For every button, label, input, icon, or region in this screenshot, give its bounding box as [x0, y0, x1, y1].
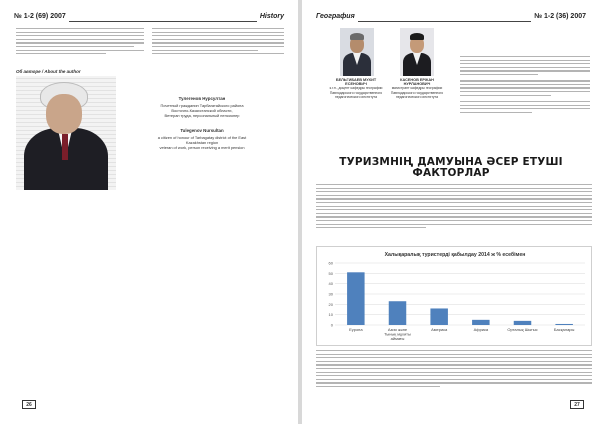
abstract-block	[460, 56, 590, 118]
portrait-photo	[16, 76, 116, 190]
right-page-header	[313, 12, 589, 22]
article-title	[302, 157, 600, 179]
y-tick-label: 30	[328, 291, 333, 297]
x-tick-label: Орталық Шығыс	[507, 327, 538, 332]
author1-caption	[327, 78, 385, 99]
bar	[389, 301, 407, 325]
author1-photo	[340, 28, 374, 76]
abstract-ru	[460, 80, 590, 96]
person-line: Kazakhstan region	[185, 140, 219, 145]
author2-caption	[388, 78, 446, 99]
person-line: Ветеран труда, персональный пенсионер	[164, 113, 240, 118]
section-name: География	[313, 12, 358, 22]
person-info-en	[122, 128, 282, 150]
author1-desc: к.г.н., доцент кафедры географии Павлодарского государственного педагогического института	[329, 86, 383, 99]
body-text-bottom	[316, 350, 592, 390]
bar	[472, 320, 490, 325]
x-tick-label: Африка	[473, 327, 489, 332]
x-tick-label: Басқалары	[553, 327, 575, 332]
y-tick-label: 60	[328, 260, 333, 266]
person-name: Тулегенов Нурсултан	[178, 96, 226, 101]
abstract-en	[460, 101, 590, 113]
y-tick-label: 40	[328, 281, 333, 287]
bar	[555, 324, 573, 325]
x-tick-label: Америка	[431, 327, 448, 332]
right-page	[302, 0, 600, 424]
author1-name: БЕЛЬГИБАЕВ МУХИТ ЕСЕНОВИЧ	[335, 78, 377, 87]
photo-caption: Об авторе / About the author	[16, 69, 81, 74]
bar	[430, 308, 448, 325]
title-line-1: ТУРИЗМНІҢ ДАМУЫНА ӘСЕР ЕТУШІ	[339, 156, 563, 168]
bar	[514, 321, 532, 325]
person-line: a citizen of honour of Tarbagatay district of the East	[157, 135, 247, 140]
y-tick-label: 20	[328, 301, 333, 307]
text-column-left	[16, 28, 144, 57]
abstract-kz	[460, 56, 590, 75]
issue-number: № 1-2 (69) 2007	[11, 12, 69, 22]
y-tick-label: 10	[328, 312, 333, 318]
y-tick-label: 50	[328, 270, 333, 276]
person-line: veteran of work, person receiving a merit pension	[159, 145, 245, 150]
x-tick-label: Еуропа	[349, 327, 363, 332]
person-line: Почетный гражданин Тарбагатайского района	[160, 103, 244, 108]
section-name: History	[257, 12, 287, 22]
author2-photo	[400, 28, 434, 76]
chart-canvas	[317, 247, 593, 347]
left-page	[0, 0, 298, 424]
person-line: Восточно-Казахстанской области,	[171, 108, 233, 113]
text-column-right	[152, 28, 284, 57]
person-info-ru	[122, 96, 282, 118]
issue-number: № 1-2 (36) 2007	[531, 12, 589, 22]
left-page-header	[11, 12, 287, 22]
bar	[347, 272, 365, 325]
author2-name: КАСЕНОВ ЕРЖАН НУРЛАНОВИЧ	[400, 78, 434, 87]
author2-desc: магистрант кафедры географии Павлодарского государственного педагогического института	[390, 86, 444, 99]
y-tick-label: 0	[330, 322, 333, 328]
chart-title: Халықаралық туристерді қабылдау 2014 ж % есебімен	[384, 252, 526, 258]
body-text-top	[316, 184, 592, 231]
tourism-chart	[316, 246, 592, 346]
person-name-en: Tulegenov Nursultan	[180, 128, 224, 133]
page-number: 26	[22, 400, 36, 409]
title-line-2: ФАКТОРЛАР	[412, 167, 490, 179]
x-tick-label: Азия және Тынық мұхиты аймағы	[384, 327, 411, 342]
page-number: 27	[570, 400, 584, 409]
